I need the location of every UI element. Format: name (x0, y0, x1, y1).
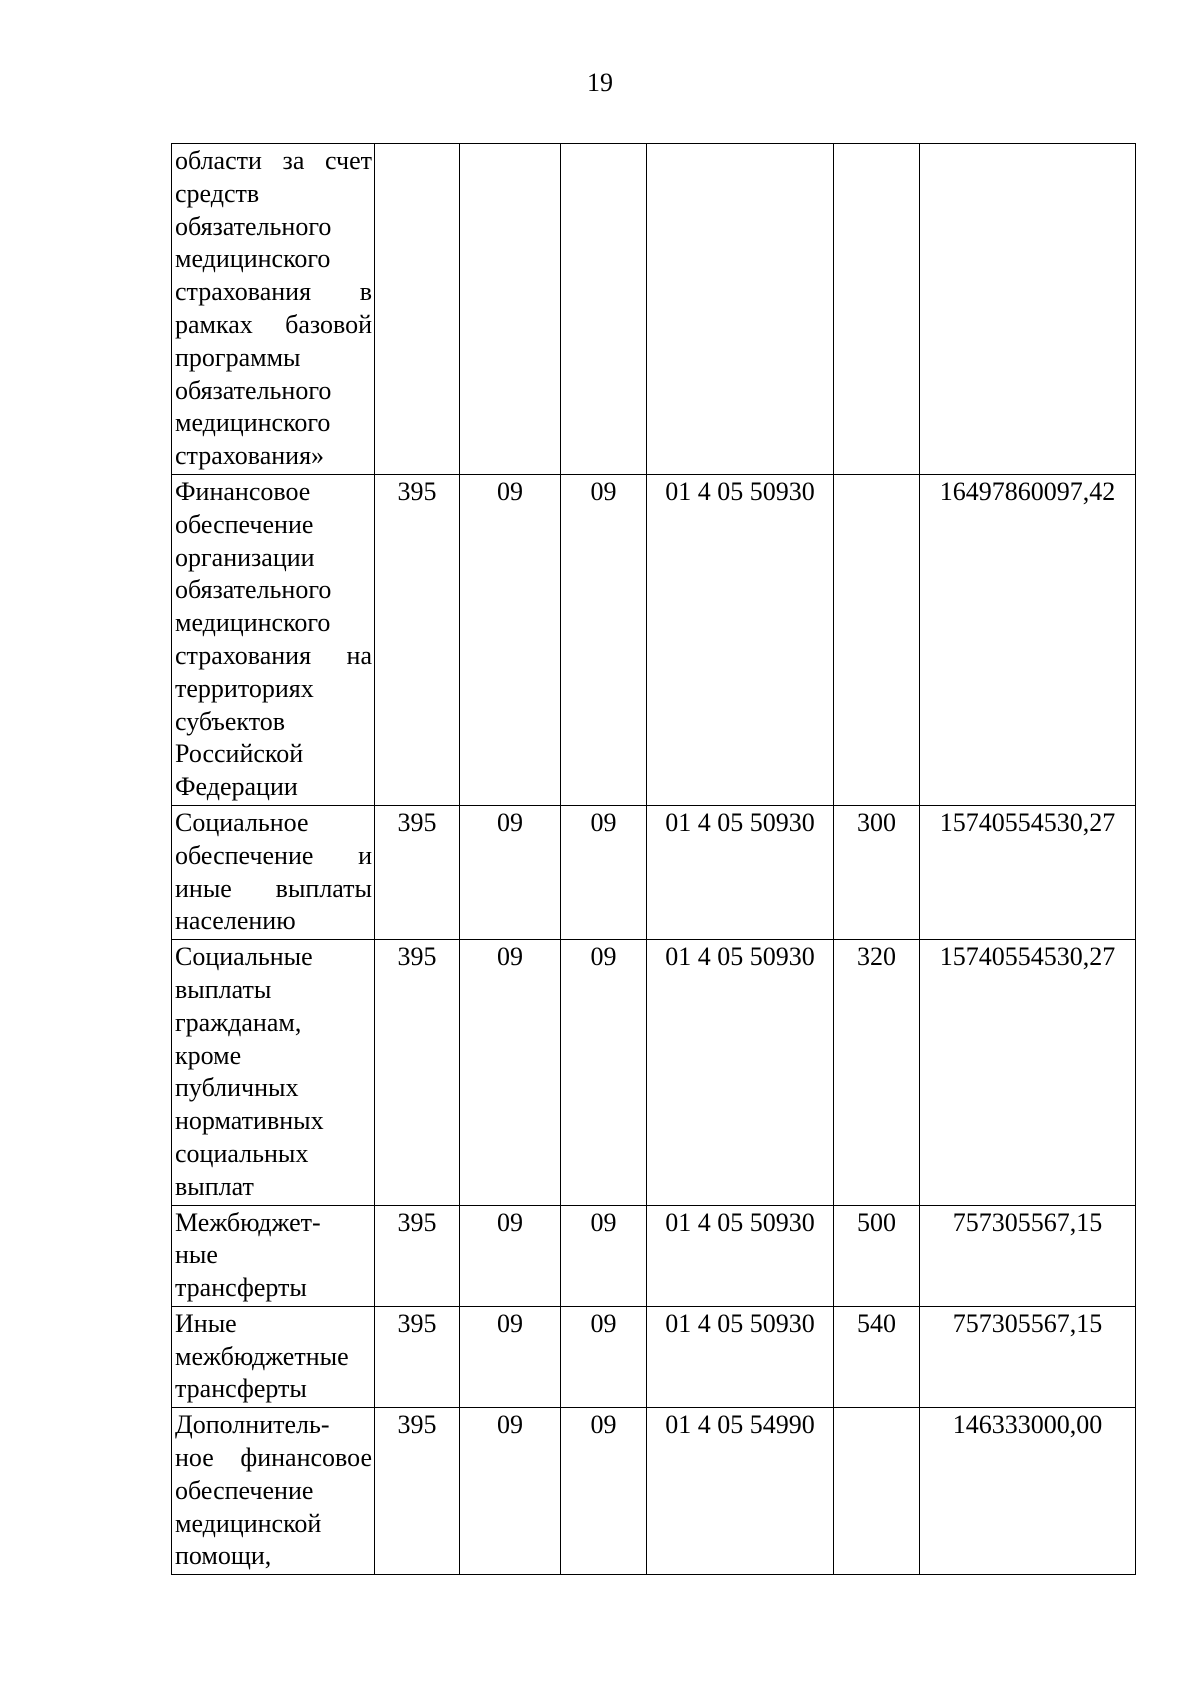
row-name-line: кроме (175, 1040, 242, 1070)
amount-cell: 15740554530,27 (920, 805, 1136, 939)
row-name-line: рамках базовой (175, 309, 372, 339)
admin-code-cell: 395 (375, 474, 460, 805)
row-name-line: Дополнитель- (175, 1410, 330, 1440)
row-name-line: социальных (175, 1138, 309, 1168)
row-name-line: Межбюджет- (175, 1207, 321, 1237)
subsection-cell: 09 (561, 474, 647, 805)
amount-cell: 146333000,00 (920, 1408, 1136, 1575)
row-name-line: Российской (175, 739, 304, 769)
target-article-cell: 01 4 05 50930 (647, 805, 834, 939)
page-number: 19 (587, 68, 613, 97)
expense-type-cell (834, 144, 920, 475)
row-name-line: выплаты (175, 974, 272, 1004)
row-name-line: средств (175, 178, 260, 208)
subsection-cell: 09 (561, 1408, 647, 1575)
target-article-cell: 01 4 05 50930 (647, 940, 834, 1205)
row-name-line: организации (175, 542, 315, 572)
section-cell (460, 144, 561, 475)
row-name-line: Социальное (175, 807, 309, 837)
target-article-cell: 01 4 05 54990 (647, 1408, 834, 1575)
section-cell: 09 (460, 940, 561, 1205)
admin-code-cell: 395 (375, 805, 460, 939)
section-cell: 09 (460, 1408, 561, 1575)
amount-cell: 757305567,15 (920, 1306, 1136, 1407)
target-article-cell: 01 4 05 50930 (647, 474, 834, 805)
row-name-line: страхования на (175, 640, 372, 670)
row-name-cell (172, 1205, 375, 1306)
table-row (172, 940, 1136, 1205)
row-name-cell (172, 1306, 375, 1407)
row-name-line: Иные (175, 1308, 237, 1338)
admin-code-cell: 395 (375, 940, 460, 1205)
row-name-line: медицинской (175, 1508, 322, 1538)
admin-code-cell: 395 (375, 1205, 460, 1306)
table-row (172, 1408, 1136, 1575)
row-name-line: межбюджетные (175, 1341, 349, 1371)
row-name-line: иные выплаты (175, 873, 372, 903)
section-cell: 09 (460, 474, 561, 805)
expense-type-cell: 320 (834, 940, 920, 1205)
subsection-cell: 09 (561, 1306, 647, 1407)
row-name-cell (172, 1408, 375, 1575)
subsection-cell: 09 (561, 940, 647, 1205)
row-name-line: обязательного (175, 575, 332, 605)
budget-table (171, 143, 1136, 1575)
row-name-line: обеспечение (175, 509, 314, 539)
row-name-line: трансферты (175, 1374, 307, 1404)
row-name-line: ные (175, 1240, 218, 1270)
expense-type-cell (834, 474, 920, 805)
row-name-line: обеспечение (175, 1475, 314, 1505)
amount-cell (920, 144, 1136, 475)
row-name-line: территориях (175, 673, 314, 703)
section-cell: 09 (460, 1306, 561, 1407)
row-name-cell (172, 805, 375, 939)
amount-cell: 15740554530,27 (920, 940, 1136, 1205)
row-name-line: Социальные (175, 942, 313, 972)
subsection-cell: 09 (561, 1205, 647, 1306)
row-name-line: трансферты (175, 1273, 307, 1303)
row-name-line: обеспечение и (175, 840, 372, 870)
table-row (172, 805, 1136, 939)
table-row (172, 474, 1136, 805)
row-name-line: населению (175, 906, 296, 936)
admin-code-cell: 395 (375, 1306, 460, 1407)
table-row (172, 1306, 1136, 1407)
table-body (172, 144, 1136, 1575)
row-name-line: программы (175, 342, 301, 372)
row-name-line: публичных (175, 1073, 299, 1103)
row-name-line: обязательного (175, 211, 332, 241)
table-row (172, 144, 1136, 475)
target-article-cell: 01 4 05 50930 (647, 1306, 834, 1407)
admin-code-cell: 395 (375, 1408, 460, 1575)
row-name-line: Федерации (175, 772, 298, 802)
target-article-cell: 01 4 05 50930 (647, 1205, 834, 1306)
row-name-cell (172, 940, 375, 1205)
table-row (172, 1205, 1136, 1306)
row-name-line: медицинского (175, 244, 331, 274)
subsection-cell (561, 144, 647, 475)
expense-type-cell: 500 (834, 1205, 920, 1306)
row-name-line: субъектов (175, 706, 286, 736)
row-name-line: медицинского (175, 408, 331, 438)
row-name-line: Финансовое (175, 476, 311, 506)
expense-type-cell: 300 (834, 805, 920, 939)
section-cell: 09 (460, 1205, 561, 1306)
admin-code-cell (375, 144, 460, 475)
row-name-line: помощи, (175, 1541, 272, 1571)
expense-type-cell (834, 1408, 920, 1575)
row-name-line: страхования» (175, 441, 325, 471)
row-name-line: нормативных (175, 1106, 324, 1136)
amount-cell: 757305567,15 (920, 1205, 1136, 1306)
row-name-line: области за счет (175, 146, 372, 175)
row-name-cell (172, 474, 375, 805)
row-name-line: выплат (175, 1171, 254, 1201)
amount-cell: 16497860097,42 (920, 474, 1136, 805)
target-article-cell (647, 144, 834, 475)
row-name-line: обязательного (175, 375, 332, 405)
row-name-cell (172, 144, 375, 475)
expense-type-cell: 540 (834, 1306, 920, 1407)
row-name-line: ное финансовое (175, 1443, 372, 1473)
subsection-cell: 09 (561, 805, 647, 939)
row-name-line: гражданам, (175, 1007, 302, 1037)
section-cell: 09 (460, 805, 561, 939)
row-name-line: медицинского (175, 608, 331, 638)
row-name-line: страхования в (175, 277, 372, 307)
